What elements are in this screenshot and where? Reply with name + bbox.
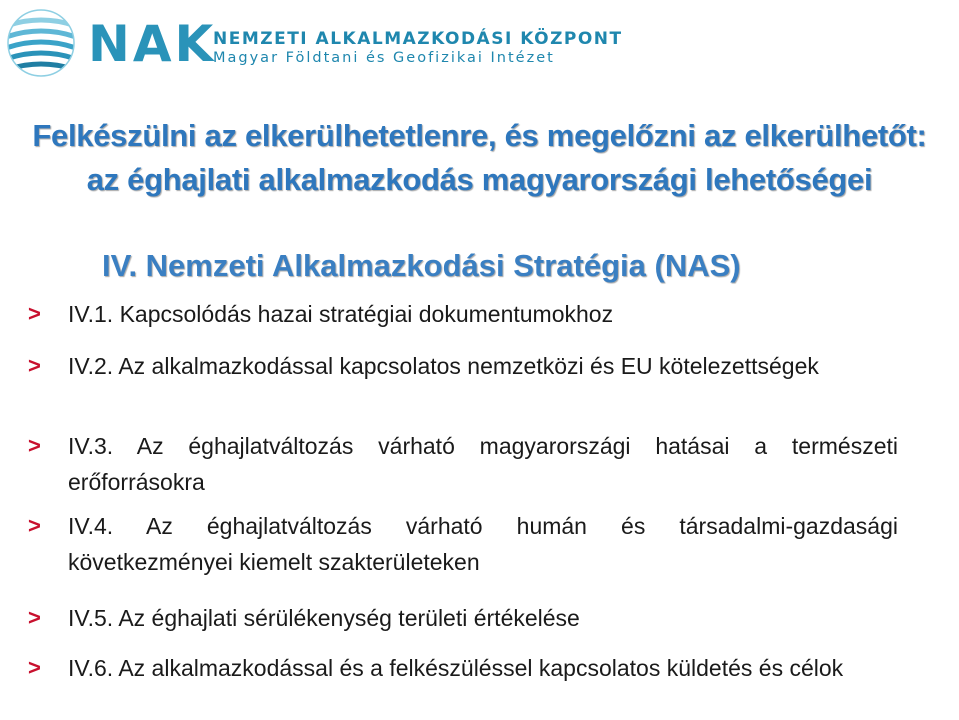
page-title <box>0 114 959 202</box>
logo-wordmark: NAK <box>88 15 217 73</box>
list-item-text: IV.5. Az éghajlati sérülékenység területi értékelése <box>68 605 580 631</box>
list-item <box>28 600 898 636</box>
bullet-icon: > <box>28 433 41 458</box>
list-item <box>28 428 898 500</box>
list-item-text: IV.4. Az éghajlatváltozás várható humán és társadalmi-gazdasági következményei kiemelt szakterületeken <box>68 513 898 575</box>
list-item <box>28 508 898 580</box>
list-item <box>28 296 898 332</box>
bullet-icon: > <box>28 605 41 630</box>
bullet-icon: > <box>28 655 41 680</box>
org-subname: Magyar Földtani és Geofizikai Intézet <box>213 50 555 66</box>
nak-logo-icon <box>4 6 78 80</box>
org-name: NEMZETI ALKALMAZKODÁSI KÖZPONT <box>213 29 623 49</box>
list-item <box>28 650 898 686</box>
list-item-text: IV.6. Az alkalmazkodással és a felkészüléssel kapcsolatos küldetés és célok <box>68 655 844 681</box>
bullet-icon: > <box>28 353 41 378</box>
list-item <box>28 348 898 384</box>
header <box>0 0 959 90</box>
list-item-text: IV.1. Kapcsolódás hazai stratégiai dokumentumokhoz <box>68 301 614 327</box>
bullet-icon: > <box>28 301 41 326</box>
bullet-icon: > <box>28 513 41 538</box>
section-heading: IV. Nemzeti Alkalmazkodási Stratégia (NAS) <box>102 248 741 283</box>
title-line-1: Felkészülni az elkerülhetetlenre, és megelőzni az elkerülhetőt: <box>32 118 927 153</box>
list-item-text: IV.2. Az alkalmazkodással kapcsolatos nemzetközi és EU kötelezettségek <box>68 353 819 379</box>
list-item-text: IV.3. Az éghajlatváltozás várható magyarországi hatásai a természeti erőforrásokra <box>68 433 898 495</box>
title-line-2: az éghajlati alkalmazkodás magyarországi lehetőségei <box>86 162 873 197</box>
